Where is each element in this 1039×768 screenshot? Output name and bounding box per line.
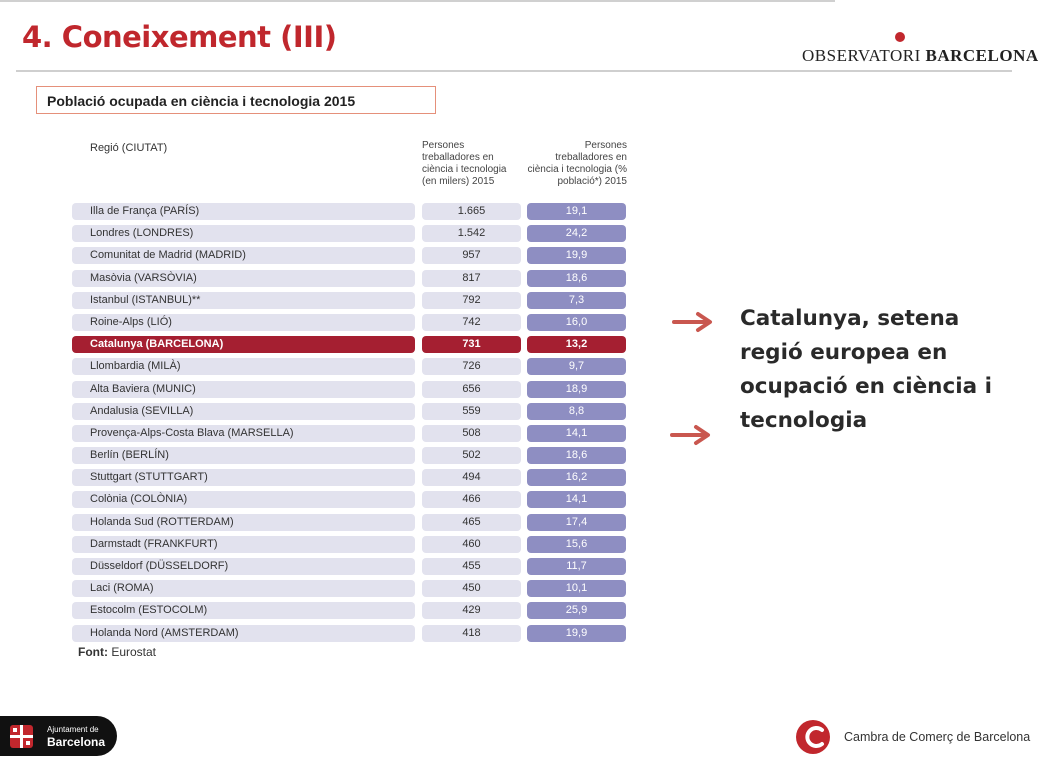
persons-cell: 418: [422, 625, 521, 642]
percent-cell: 15,6: [527, 536, 626, 553]
ajuntament-small-text: Ajuntament de: [47, 725, 99, 734]
persons-cell: 957: [422, 247, 521, 264]
persons-cell: 792: [422, 292, 521, 309]
persons-cell: 742: [422, 314, 521, 331]
region-cell: Llombardia (MILÀ): [72, 358, 415, 375]
ajuntament-big-text: Barcelona: [47, 735, 106, 749]
persons-cell: 1.542: [422, 225, 521, 242]
persons-cell: 429: [422, 602, 521, 619]
region-cell: Colònia (COLÒNIA): [72, 491, 415, 508]
logo-dot: [895, 32, 905, 42]
persons-cell: 455: [422, 558, 521, 575]
persons-cell: 731: [422, 336, 521, 353]
region-cell: Provença-Alps-Costa Blava (MARSELLA): [72, 425, 415, 442]
persons-cell: 465: [422, 514, 521, 531]
persons-cell: 559: [422, 403, 521, 420]
region-cell: Stuttgart (STUTTGART): [72, 469, 415, 486]
region-cell: Roine-Alps (LIÓ): [72, 314, 415, 331]
table-row: [72, 447, 628, 465]
percent-cell: 17,4: [527, 514, 626, 531]
table-row: [72, 602, 628, 620]
persons-cell: 656: [422, 381, 521, 398]
percent-cell: 8,8: [527, 403, 626, 420]
table-rows: [72, 203, 628, 647]
source-value: Eurostat: [111, 645, 157, 659]
region-cell: Darmstadt (FRANKFURT): [72, 536, 415, 553]
cambra-logo: [796, 718, 1031, 756]
header-region: Regió (CIUTAT): [90, 142, 168, 154]
table-subtitle: Població ocupada en ciència i tecnologia 2015: [36, 86, 436, 114]
table-row: [72, 358, 628, 376]
table-row: [72, 247, 628, 265]
table-row: [72, 403, 628, 421]
header-persons: Persones treballadores en ciència i tecnologia (en milers) 2015: [422, 140, 507, 187]
percent-cell: 14,1: [527, 425, 626, 442]
percent-cell: 10,1: [527, 580, 626, 597]
table-row: [72, 225, 628, 243]
persons-cell: 508: [422, 425, 521, 442]
region-cell: Istanbul (ISTANBUL)**: [72, 292, 415, 309]
table-row: [72, 536, 628, 554]
region-cell: Laci (ROMA): [72, 580, 415, 597]
region-cell: Londres (LONDRES): [72, 225, 415, 242]
region-cell: Andalusia (SEVILLA): [72, 403, 415, 420]
region-cell: Alta Baviera (MUNIC): [72, 381, 415, 398]
table-row: [72, 270, 628, 288]
percent-cell: 13,2: [527, 336, 626, 353]
region-cell: Masòvia (VARSÒVIA): [72, 270, 415, 287]
header-divider: [16, 70, 1012, 72]
right-arrow-icon: [670, 425, 714, 445]
persons-cell: 817: [422, 270, 521, 287]
table-row: [72, 625, 628, 643]
table-row: [72, 491, 628, 509]
region-cell: Holanda Nord (AMSTERDAM): [72, 625, 415, 642]
region-cell: Comunitat de Madrid (MADRID): [72, 247, 415, 264]
percent-cell: 18,6: [527, 270, 626, 287]
persons-cell: 466: [422, 491, 521, 508]
persons-cell: 726: [422, 358, 521, 375]
persons-cell: 494: [422, 469, 521, 486]
right-arrow-icon: [672, 312, 716, 332]
percent-cell: 18,9: [527, 381, 626, 398]
table-row: [72, 336, 628, 354]
region-cell: Holanda Sud (ROTTERDAM): [72, 514, 415, 531]
table-row: [72, 203, 628, 221]
header-percent: Persones treballadores en ciència i tecnologia (% població*) 2015: [527, 140, 627, 187]
table-row: [72, 314, 628, 332]
region-cell: Estocolm (ESTOCOLM): [72, 602, 415, 619]
table-row: [72, 469, 628, 487]
percent-cell: 14,1: [527, 491, 626, 508]
percent-cell: 16,0: [527, 314, 626, 331]
logo-text-part1: OBSERVATORI: [802, 46, 926, 65]
percent-cell: 19,1: [527, 203, 626, 220]
table-row: [72, 514, 628, 532]
percent-cell: 25,9: [527, 602, 626, 619]
table-row: [72, 381, 628, 399]
slide-title: 4. Coneixement (III): [22, 20, 337, 54]
persons-cell: 502: [422, 447, 521, 464]
source-label: Font:: [78, 645, 108, 659]
logo-text-part2: BARCELONA: [925, 46, 1039, 65]
persons-cell: 1.665: [422, 203, 521, 220]
persons-cell: 460: [422, 536, 521, 553]
table-row: [72, 292, 628, 310]
region-cell: Berlín (BERLÍN): [72, 447, 415, 464]
table-row: [72, 425, 628, 443]
table-row: [72, 558, 628, 576]
table-row: [72, 580, 628, 598]
ajuntament-shield-icon: [8, 723, 35, 750]
percent-cell: 19,9: [527, 625, 626, 642]
observatori-barcelona-logo: [802, 32, 1039, 66]
highlight-note: Catalunya, setena regió europea en ocupació en ciència i tecnologia: [740, 306, 992, 433]
source-note: [78, 645, 156, 659]
percent-cell: 16,2: [527, 469, 626, 486]
percent-cell: 7,3: [527, 292, 626, 309]
region-cell: Illa de França (PARÍS): [72, 203, 415, 220]
ajuntament-logo: [0, 716, 117, 756]
percent-cell: 19,9: [527, 247, 626, 264]
region-cell: Düsseldorf (DÜSSELDORF): [72, 558, 415, 575]
cambra-text: Cambra de Comerç de Barcelona: [844, 730, 1031, 744]
logo-text: [802, 46, 1039, 66]
percent-cell: 11,7: [527, 558, 626, 575]
region-cell: Catalunya (BARCELONA): [72, 336, 415, 353]
persons-cell: 450: [422, 580, 521, 597]
percent-cell: 9,7: [527, 358, 626, 375]
cambra-logo-icon: [796, 718, 834, 756]
top-rule: [0, 0, 835, 2]
percent-cell: 18,6: [527, 447, 626, 464]
percent-cell: 24,2: [527, 225, 626, 242]
